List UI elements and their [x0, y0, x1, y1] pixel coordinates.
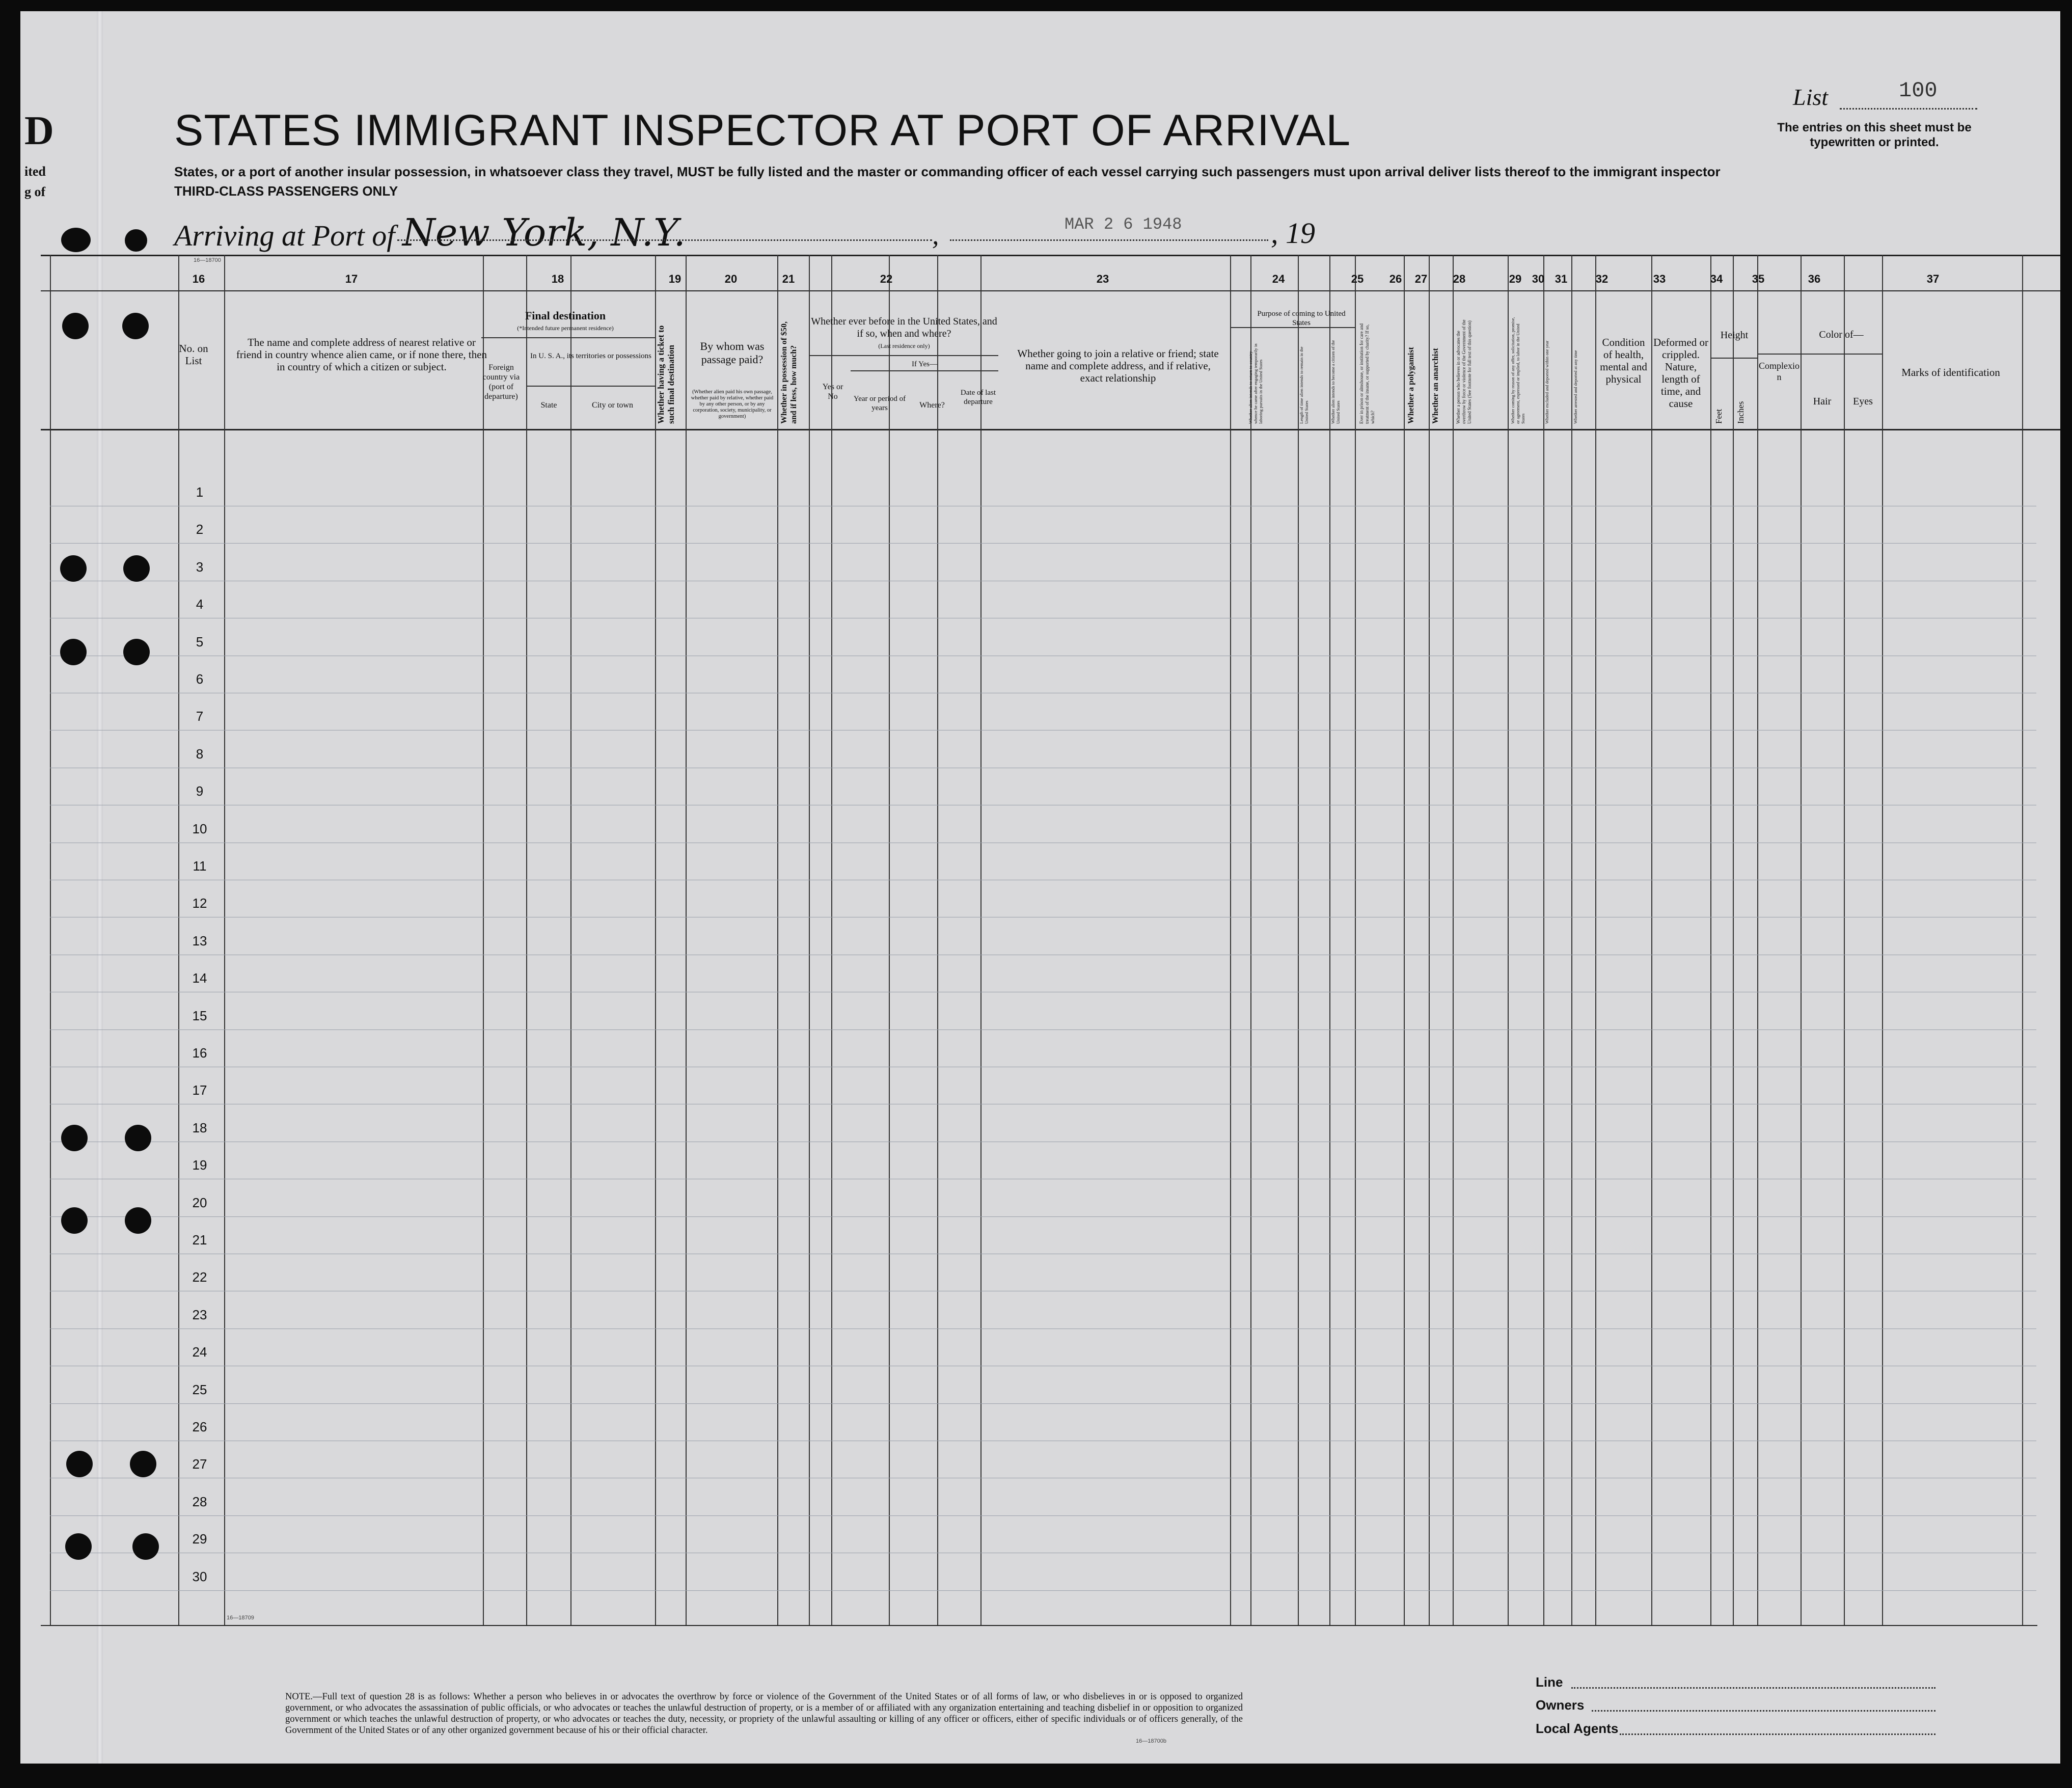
row-number: 22 [192, 1269, 207, 1285]
column-rule [483, 255, 484, 1625]
column-number: 29 [1509, 273, 1522, 285]
row-number: 26 [192, 1419, 207, 1434]
row-number: 18 [192, 1120, 207, 1135]
subheader-rule [1757, 354, 1882, 355]
column-rule [1404, 255, 1405, 1625]
row-number: 7 [196, 709, 204, 724]
header-purpose-length: Length of time alien intends to remain in the United States [1299, 346, 1309, 424]
header-labor-offer: Whether coming by reason of any offer, solicitation, promise, or agreement, expressed or implied, to labor in the United States [1510, 317, 1525, 424]
column-number: 16 [192, 273, 205, 285]
form-number-top: 16—18700 [194, 257, 221, 263]
header-fifty-dollars: Whether in possession of $50, and if less, how much? [780, 321, 798, 424]
header-feet: Feet [1714, 409, 1724, 424]
port-dotted-line [397, 239, 932, 241]
punch-hole [125, 1207, 151, 1234]
column-rule [1329, 255, 1330, 1625]
header-complexion: Complexion [1759, 361, 1800, 382]
column-number: 35 [1752, 273, 1765, 285]
form-number-bottom: 16—18709 [227, 1615, 254, 1621]
column-rule [178, 255, 179, 1625]
row-number: 30 [192, 1568, 207, 1584]
column-rule [1508, 255, 1509, 1625]
column-rule [1429, 255, 1430, 1625]
subheader-rule [810, 355, 998, 356]
header-in-usa: In U. S. A., its territories or possessions [530, 352, 651, 360]
list-dotted-line [1840, 108, 1977, 110]
header-prison: Ever in prison or almshouse, or institution for care and treatment of the insane, or supported by charity? If so, which? [1359, 323, 1375, 424]
punch-hole [61, 1207, 88, 1234]
column-rule [526, 255, 527, 1625]
date-stamp: MAR 2 6 1948 [1065, 215, 1182, 234]
column-number: 31 [1555, 273, 1568, 285]
header-anarchist: Whether an anarchist [1431, 348, 1440, 424]
column-rule [1757, 255, 1758, 1625]
form-number-note: 16—18700b [1136, 1738, 1166, 1744]
year-prefix [1271, 216, 1315, 250]
column-number: 24 [1272, 273, 1285, 285]
row-number: 19 [192, 1157, 207, 1173]
row-number: 2 [196, 522, 204, 537]
edge-fragment-3: g of [24, 184, 46, 199]
column-rule [1651, 255, 1652, 1625]
punch-hole [123, 555, 150, 582]
column-rule [1250, 255, 1251, 1625]
row-number: 21 [192, 1232, 207, 1248]
header-ticket: Whether having a ticket to such final destination [656, 325, 676, 424]
punch-hole [62, 313, 89, 339]
column-number: 30 [1532, 273, 1545, 285]
row-number: 10 [192, 821, 207, 836]
footnote: NOTE.—Full text of question 28 is as follows: Whether a person who believes in or advocates the overthrow by force or violence of the Government of the United States or of all forms of law, or who disbelieves in or is opposed to organized government, or who advocates the assassination of public officials, or who advocates or teaches the unlawful destruction of property, or is a member of or affiliated with any organization entertaining and teaching disbelief in or opposition to organized government or which teaches the unlawful destruction of property, or who advocates or teaches the duty, necessity, or propriety of the unlawful assaulting or killing of any officer or officers, either of specific individuals or of officers generally, of the Government of the United States or of any other organized government because of his or their official character. [285, 1692, 1243, 1736]
subheader-rule [481, 337, 655, 338]
subheader-rule [526, 386, 655, 387]
row-number: 15 [192, 1008, 207, 1023]
punch-hole [66, 1451, 93, 1477]
row-number: 12 [192, 896, 207, 911]
row-rule [50, 1515, 2036, 1516]
column-number: 34 [1710, 273, 1723, 285]
header-color-of: Color of— [1819, 329, 1864, 340]
column-number: 22 [880, 273, 893, 285]
header-relative-address: The name and complete address of nearest relative or friend in country whence alien came, or if none there, then in country of which a citizen or subject. [236, 336, 487, 373]
row-number: 9 [196, 783, 204, 799]
header-final-destination-sub: (*Intended future permanent residence) [517, 324, 614, 332]
manifest-sheet [20, 11, 2060, 1764]
column-rule [1230, 255, 1231, 1625]
header-join-relative: Whether going to join a relative or friend; state name and complete address, and if relative, exact relationship [1017, 347, 1219, 384]
row-rule [50, 1403, 2036, 1404]
column-rule [1543, 255, 1544, 1625]
row-number: 13 [192, 933, 207, 949]
column-number: 25 [1351, 273, 1364, 285]
column-rule [686, 255, 687, 1625]
header-purpose-citizen: Whether alien intends to become a citizen of the United States [1330, 340, 1341, 424]
header-no-on-list: No. on List [179, 342, 208, 367]
column-number: 19 [668, 273, 681, 285]
punch-hole [123, 639, 150, 665]
arriving-comma: , [932, 220, 939, 250]
header-years: Year or period of years [853, 395, 906, 412]
header-passage-paid-note: (Whether alien paid his own passage, whether paid by relative, whether paid by any other person, or by any corporation, society, municipality, or government) [691, 389, 774, 419]
column-number: 27 [1414, 273, 1428, 285]
column-number: 28 [1453, 273, 1466, 285]
column-rule [50, 255, 51, 1625]
header-last-departure: Date of last departure [960, 389, 996, 406]
column-rule [1453, 255, 1454, 1625]
header-where: Where? [919, 401, 945, 410]
page-title: STATES IMMIGRANT INSPECTOR AT PORT OF ARRIVAL [174, 106, 1351, 155]
table-bottom-rule [41, 1625, 2037, 1626]
column-rule [1298, 255, 1299, 1625]
header-deformed: Deformed or crippled. Nature, length of time, and cause [1653, 336, 1708, 410]
header-arrested: Whether arrested and deported at any time [1573, 350, 1578, 424]
header-overthrow: Whether a person who believes in or advocates the overthrow by force or violence of the Government of the United States (See footnote for full text of this question) [1456, 319, 1472, 424]
header-yes-no: Yes or No [822, 383, 843, 401]
row-number: 20 [192, 1195, 207, 1210]
edge-fragment-2: ited [24, 164, 46, 179]
punch-hole [130, 1451, 156, 1477]
row-rule [50, 1216, 2036, 1217]
row-rule [50, 1590, 2036, 1591]
arriving-port-handwritten: New York, N.Y. [402, 211, 686, 255]
instructions-line: States, or a port of another insular possession, in whatsoever class they travel, MUST be fully listed and the master or commanding officer of each vessel carrying such passengers must upon arrival deliver lists thereof to the immigrant inspector [174, 164, 1721, 179]
row-number: 27 [192, 1456, 207, 1472]
column-rule [1571, 255, 1572, 1625]
column-rule [224, 255, 225, 1625]
year-comma: , [1271, 216, 1278, 250]
owners-dotted-line [1592, 1710, 1935, 1712]
punch-hole [122, 313, 149, 339]
row-number: 3 [196, 559, 204, 575]
header-before-in-us-sub: (Last residence only) [878, 342, 930, 349]
header-purpose: Purpose of coming to United States [1257, 310, 1346, 327]
header-health: Condition of health, mental and physical [1600, 336, 1647, 385]
row-number: 6 [196, 671, 204, 687]
line-label: Line [1536, 1674, 1563, 1690]
header-eyes: Eyes [1853, 396, 1873, 407]
column-rule [2022, 255, 2023, 1625]
punch-hole [61, 1125, 88, 1151]
column-rule [831, 255, 832, 1625]
punch-hole [125, 1125, 151, 1151]
column-rule [1733, 255, 1734, 1625]
row-number: 14 [192, 970, 207, 986]
page-fold [97, 11, 103, 1764]
column-number: 23 [1096, 273, 1109, 285]
column-rule [1882, 255, 1883, 1625]
header-purpose-return: Whether alien intends to return to country whence he came after engaging temporarily in laboring pursuits in the United States [1248, 343, 1263, 424]
punch-hole [60, 555, 87, 582]
agents-dotted-line [1620, 1733, 1935, 1735]
header-hair: Hair [1813, 396, 1832, 407]
row-number: 4 [196, 597, 204, 612]
row-number: 24 [192, 1344, 207, 1360]
subheader-rule [1710, 358, 1757, 359]
date-dotted-line [950, 239, 1268, 241]
header-final-destination: Final destination [525, 309, 606, 322]
column-rule [1355, 255, 1356, 1625]
row-number: 28 [192, 1494, 207, 1509]
header-foreign-country: Foreign country via (port of departure) [482, 363, 520, 401]
header-before-in-us: Whether ever before in the United States, and if so, when and where? [811, 316, 997, 339]
column-number: 37 [1926, 273, 1940, 285]
column-rule [937, 255, 938, 1625]
row-number: 23 [192, 1307, 207, 1322]
typewritten-note: The entries on this sheet must be typewritten or printed. [1777, 121, 1972, 149]
punch-hole [61, 228, 91, 252]
column-rule [1710, 255, 1711, 1625]
header-height: Height [1720, 330, 1749, 341]
header-city-town: City or town [592, 401, 633, 410]
owners-label: Owners [1536, 1697, 1585, 1713]
punch-hole [132, 1533, 159, 1560]
arriving-row [174, 211, 686, 255]
column-number: 21 [782, 273, 795, 285]
arriving-label: Arriving at Port of [174, 219, 395, 252]
column-number: 26 [1389, 273, 1402, 285]
local-agents-label: Local Agents [1536, 1721, 1619, 1736]
column-rule [1595, 255, 1596, 1625]
class-label: THIRD-CLASS PASSENGERS ONLY [174, 183, 398, 199]
column-number: 33 [1653, 273, 1666, 285]
row-number: 11 [193, 858, 207, 874]
row-rule [50, 543, 2036, 544]
column-number: 18 [551, 273, 564, 285]
line-dotted-line [1571, 1687, 1935, 1689]
header-marks: Marks of identification [1901, 366, 2000, 378]
header-inches: Inches [1736, 401, 1746, 424]
header-state: State [540, 401, 557, 410]
header-excluded: Whether excluded and deported within one year [1544, 340, 1549, 424]
column-number: 32 [1595, 273, 1608, 285]
list-label: List [1793, 84, 1829, 110]
year-19: 19 [1286, 216, 1315, 250]
column-rule [809, 255, 810, 1625]
row-number: 16 [192, 1045, 207, 1061]
column-rule [1844, 255, 1845, 1625]
row-number: 25 [192, 1381, 207, 1397]
column-rule [777, 255, 778, 1625]
edge-fragment-1: D [24, 109, 54, 153]
header-passage-paid: By whom was passage paid? [700, 340, 765, 366]
column-rule [980, 255, 982, 1625]
punch-hole [60, 639, 87, 665]
subheader-rule [851, 370, 998, 371]
punch-hole [65, 1533, 92, 1560]
column-number: 17 [345, 273, 358, 285]
row-number: 1 [196, 484, 204, 500]
column-number: 20 [724, 273, 738, 285]
row-number: 17 [192, 1082, 207, 1098]
column-rule [889, 255, 890, 1625]
punch-hole [125, 229, 147, 252]
row-number: 29 [192, 1531, 207, 1547]
column-rule [1801, 255, 1802, 1625]
column-rule [655, 255, 656, 1625]
header-if-yes: If Yes— [911, 360, 937, 368]
row-number: 5 [196, 634, 204, 649]
header-polygamist: Whether a polygamist [1407, 347, 1415, 424]
list-number: 100 [1899, 78, 1938, 103]
row-number: 8 [196, 746, 204, 762]
column-rule [570, 255, 571, 1625]
column-number: 36 [1808, 273, 1821, 285]
